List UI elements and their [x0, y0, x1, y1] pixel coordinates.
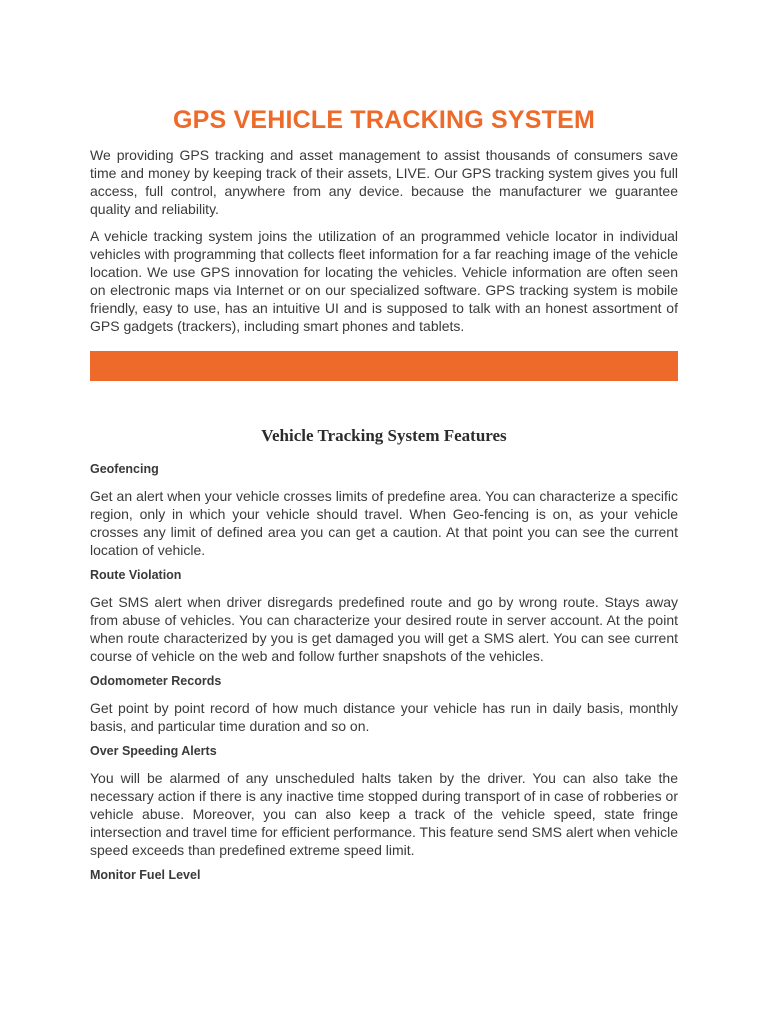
intro-paragraph-2: A vehicle tracking system joins the utilization of an programmed vehicle locator in individual vehicles with programming that collects fleet information for a far reaching image of the vehicle location. We use GPS innovation for locating the vehicles. Vehicle information are often seen on electronic maps via Internet or on our specialized software. GPS tracking system is mobile friendly, easy to use, has an intuitive UI and is supposed to talk with an honest assortment of GPS gadgets (trackers), including smart phones and tablets. [90, 228, 678, 334]
feature-desc-geofencing: Get an alert when your vehicle crosses limits of predefine area. You can characterize a specific region, only in which your vehicle should travel. When Geo-fencing is on, as your vehicle crosses any limit of defined area you can get a caution. At that point you can see the current location of vehicle. [90, 488, 678, 558]
feature-title-route-violation: Route Violation [90, 568, 182, 582]
features-heading: Vehicle Tracking System Features [261, 426, 507, 445]
orange-banner [90, 351, 678, 381]
feature-title-geofencing: Geofencing [90, 462, 159, 476]
feature-title-over-speeding-alerts: Over Speeding Alerts [90, 744, 217, 758]
feature-title-odometer-records: Odomometer Records [90, 674, 222, 688]
intro-paragraph-1: We providing GPS tracking and asset management to assist thousands of consumers save time and money by keeping track of their assets, LIVE. Our GPS tracking system gives you full access, full control, anywhere from any device. because the manufacturer we guarantee quality and reliability. [90, 147, 678, 217]
feature-desc-over-speeding-alerts: You will be alarmed of any unscheduled halts taken by the driver. You can also take the necessary action if there is any inactive time stopped during transport of in case of robberies or vehicle abuse. Moreover, you can also keep a track of the vehicle speed, state fringe intersection and travel time for efficient performance. This feature send SMS alert when vehicle speed exceeds than predefined extreme speed limit. [90, 770, 678, 858]
feature-title-monitor-fuel-level: Monitor Fuel Level [90, 868, 201, 882]
document-title: GPS VEHICLE TRACKING SYSTEM [172, 106, 596, 134]
document-page [90, 100, 678, 893]
feature-desc-route-violation: Get SMS alert when driver disregards predefined route and go by wrong route. Stays away from abuse of vehicles. You can characterize your desired route in server account. At the point when route characterized by you is get damaged you will get a SMS alert. You can see current course of vehicle on the web and follow further snapshots of the vehicles. [90, 594, 678, 664]
feature-desc-odometer-records: Get point by point record of how much distance your vehicle has run in daily basis, monthly basis, and particular time duration and so on. [90, 700, 678, 734]
